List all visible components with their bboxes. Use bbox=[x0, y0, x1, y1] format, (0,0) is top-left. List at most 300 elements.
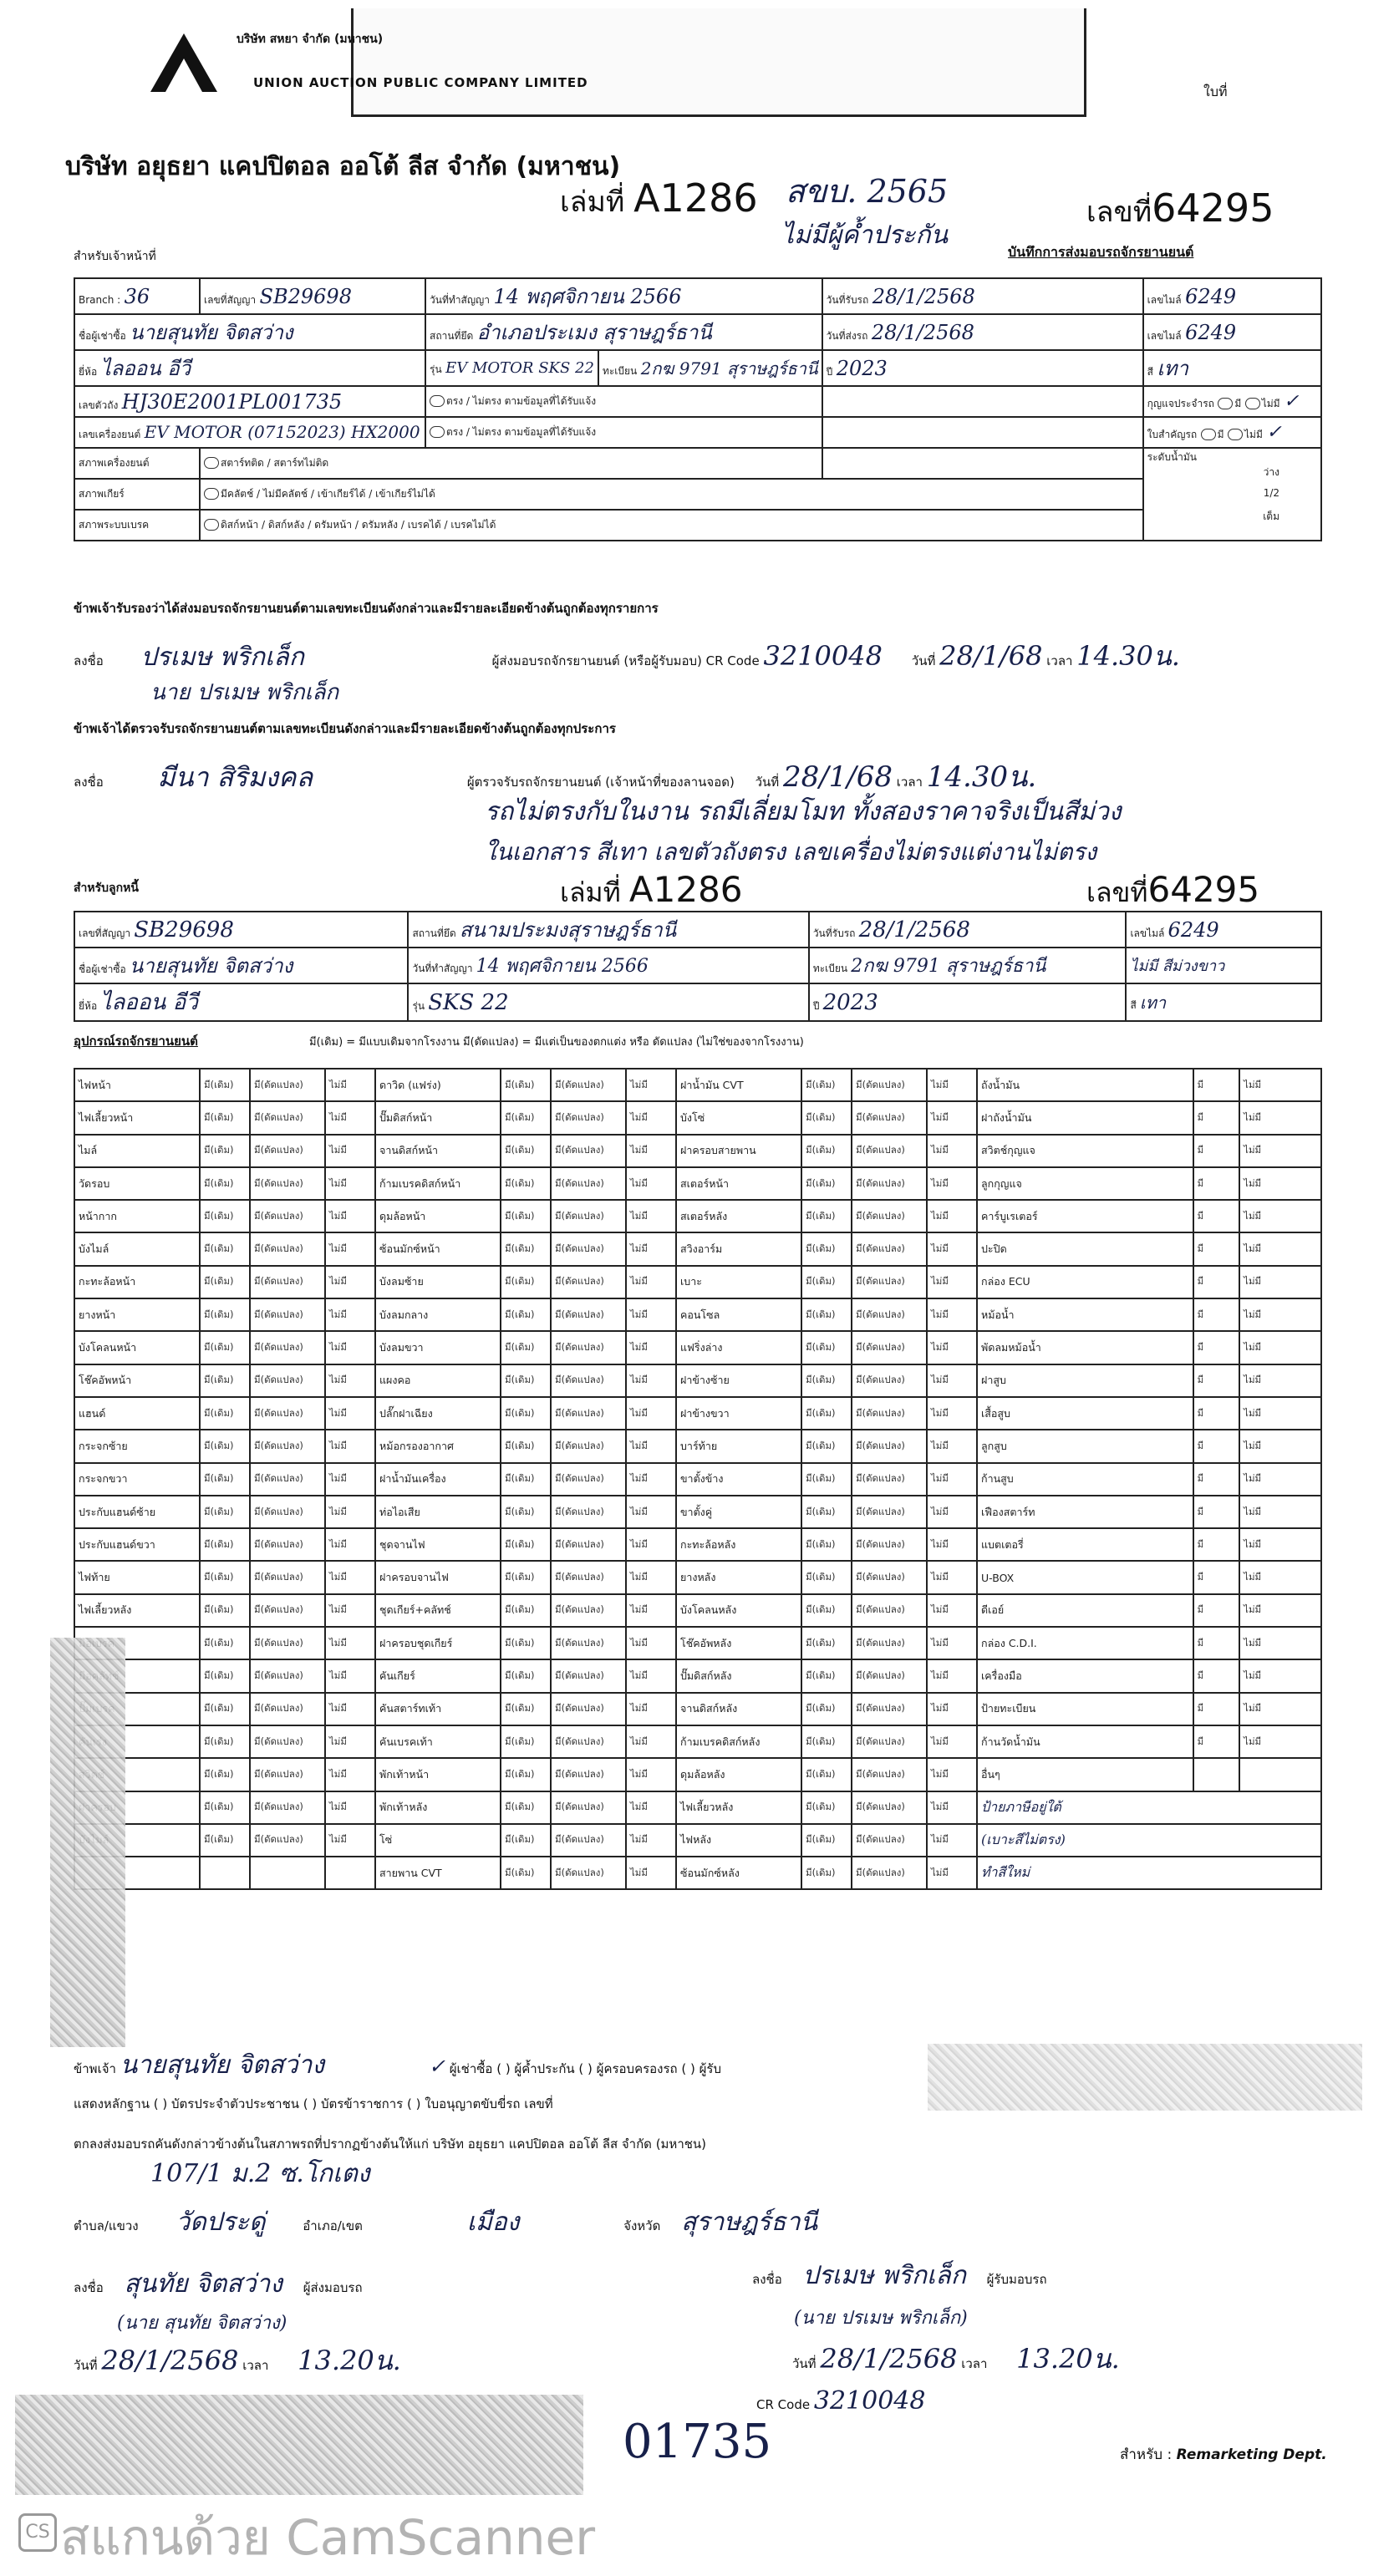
checklist-option-orig[interactable]: มี(เดิม) bbox=[501, 1266, 551, 1298]
checklist-option-orig[interactable]: มี(เดิม) bbox=[501, 1857, 551, 1889]
checklist-option-none[interactable]: ไม่มี bbox=[626, 1659, 676, 1692]
checklist-option-orig[interactable]: มี(เดิม) bbox=[501, 1693, 551, 1725]
checklist-option-orig[interactable]: มี(เดิม) bbox=[801, 1430, 852, 1462]
checklist-row bbox=[74, 1561, 1321, 1593]
checklist-option-mod[interactable]: มี(ดัดแปลง) bbox=[852, 1232, 927, 1265]
checklist-option-orig[interactable]: มี(เดิม) bbox=[200, 1101, 250, 1134]
checklist-option-none[interactable]: ไม่มี bbox=[1239, 1659, 1321, 1692]
checklist-option-mod[interactable]: มี(ดัดแปลง) bbox=[250, 1200, 325, 1232]
checker-signature: มีนา สิริมงคล bbox=[157, 761, 313, 793]
checklist-option-orig[interactable]: มี(เดิม) bbox=[200, 1430, 250, 1462]
checklist-option-none[interactable]: ไม่มี bbox=[927, 1069, 977, 1101]
checklist-option-have[interactable]: มี bbox=[1193, 1659, 1240, 1692]
checklist-option-none[interactable]: ไม่มี bbox=[1239, 1627, 1321, 1659]
checklist-option-have[interactable]: มี bbox=[1193, 1135, 1240, 1167]
checklist-option-mod[interactable]: มี(ดัดแปลง) bbox=[250, 1167, 325, 1200]
checklist-option-none[interactable]: ไม่มี bbox=[626, 1693, 676, 1725]
checklist-option-none[interactable]: ไม่มี bbox=[626, 1135, 676, 1167]
checklist-option-orig[interactable]: มี(เดิม) bbox=[501, 1298, 551, 1331]
checklist-option-none[interactable]: ไม่มี bbox=[927, 1200, 977, 1232]
checklist-option-mod[interactable]: มี(ดัดแปลง) bbox=[852, 1659, 927, 1692]
checklist-item-label: กระจกซ้าย bbox=[74, 1430, 200, 1462]
checklist-option-mod[interactable]: มี(ดัดแปลง) bbox=[551, 1791, 626, 1824]
checklist-option-orig[interactable]: มี(เดิม) bbox=[801, 1266, 852, 1298]
checklist-option-mod[interactable]: มี(ดัดแปลง) bbox=[250, 1594, 325, 1627]
checklist-item-label: แฮนด์ bbox=[74, 1397, 200, 1430]
checklist-option-mod[interactable]: มี(ดัดแปลง) bbox=[250, 1266, 325, 1298]
checklist-option-mod[interactable]: มี(ดัดแปลง) bbox=[250, 1397, 325, 1430]
checklist-option-orig[interactable]: มี(เดิม) bbox=[801, 1594, 852, 1627]
checklist-option-mod[interactable]: มี(ดัดแปลง) bbox=[551, 1824, 626, 1857]
checklist-item-label: กล่อง C.D.I. bbox=[977, 1627, 1193, 1659]
checklist-option-none[interactable]: ไม่มี bbox=[927, 1496, 977, 1528]
checklist-option-have[interactable]: มี bbox=[1193, 1364, 1240, 1397]
checklist-option-orig[interactable]: มี(เดิม) bbox=[801, 1364, 852, 1397]
brake-state: ดิสก์หน้า / ดิสก์หลัง / ดรัมหน้า / ดรัมหลัง / เบรคได้ / เบรคไม่ได้ bbox=[221, 519, 496, 531]
checklist-option-none[interactable]: ไม่มี bbox=[927, 1594, 977, 1627]
checklist-option-orig[interactable]: มี(เดิม) bbox=[801, 1528, 852, 1561]
checklist-option-orig[interactable]: มี(เดิม) bbox=[501, 1561, 551, 1593]
checklist-option-orig[interactable]: มี(เดิม) bbox=[200, 1200, 250, 1232]
checklist-option-have[interactable]: มี bbox=[1193, 1561, 1240, 1593]
checklist-option-none[interactable]: ไม่มี bbox=[927, 1791, 977, 1824]
checklist-option-none[interactable]: ไม่มี bbox=[325, 1824, 375, 1857]
checklist-option-orig[interactable]: มี(เดิม) bbox=[501, 1528, 551, 1561]
checklist-option-have[interactable]: มี bbox=[1193, 1266, 1240, 1298]
checklist-option-none[interactable]: ไม่มี bbox=[325, 1364, 375, 1397]
checklist-option-mod[interactable]: มี(ดัดแปลง) bbox=[250, 1561, 325, 1593]
checklist-option-none[interactable]: ไม่มี bbox=[927, 1266, 977, 1298]
checklist-option-mod[interactable]: มี(ดัดแปลง) bbox=[551, 1232, 626, 1265]
checklist-option-orig[interactable]: มี(เดิม) bbox=[200, 1266, 250, 1298]
checklist-option-none[interactable]: ไม่มี bbox=[325, 1200, 375, 1232]
checklist-option-none[interactable]: ไม่มี bbox=[626, 1364, 676, 1397]
checklist-option-orig[interactable]: มี(เดิม) bbox=[200, 1167, 250, 1200]
checklist-option-orig[interactable]: มี(เดิม) bbox=[501, 1594, 551, 1627]
checklist-option-none[interactable]: ไม่มี bbox=[626, 1331, 676, 1364]
checklist-option-none[interactable]: ไม่มี bbox=[626, 1528, 676, 1561]
checklist-item-label: ไฟเลี้ยวหลัง bbox=[676, 1791, 801, 1824]
checklist-option-orig[interactable]: มี(เดิม) bbox=[801, 1857, 852, 1889]
checklist-option-have[interactable]: มี bbox=[1193, 1200, 1240, 1232]
checklist-option-none[interactable]: ไม่มี bbox=[626, 1430, 676, 1462]
checklist-option-have[interactable]: มี bbox=[1193, 1463, 1240, 1496]
checklist-option-have[interactable]: มี bbox=[1193, 1397, 1240, 1430]
checklist-option-orig[interactable]: มี(เดิม) bbox=[200, 1627, 250, 1659]
checklist-option-none[interactable]: ไม่มี bbox=[626, 1397, 676, 1430]
checklist-option-none[interactable]: ไม่มี bbox=[927, 1167, 977, 1200]
checklist-option-none[interactable]: ไม่มี bbox=[325, 1069, 375, 1101]
checklist-option-orig[interactable]: มี(เดิม) bbox=[200, 1725, 250, 1758]
checklist-option-mod[interactable]: มี(ดัดแปลง) bbox=[852, 1298, 927, 1331]
checklist-option-have[interactable]: มี bbox=[1193, 1069, 1240, 1101]
checklist-option-orig[interactable]: มี(เดิม) bbox=[200, 1594, 250, 1627]
checklist-item-label: เฟืองสตาร์ท bbox=[977, 1496, 1193, 1528]
checklist-option-none[interactable]: ไม่มี bbox=[325, 1496, 375, 1528]
checklist-option-mod[interactable]: มี(ดัดแปลง) bbox=[250, 1364, 325, 1397]
checklist-option-none[interactable]: ไม่มี bbox=[1239, 1528, 1321, 1561]
checklist-option-orig[interactable]: มี(เดิม) bbox=[200, 1659, 250, 1692]
checklist-option-none[interactable]: ไม่มี bbox=[1239, 1069, 1321, 1101]
checklist-option-mod[interactable]: มี(ดัดแปลง) bbox=[250, 1528, 325, 1561]
checklist-option-none[interactable]: ไม่มี bbox=[927, 1463, 977, 1496]
checklist-option-orig[interactable]: มี(เดิม) bbox=[200, 1758, 250, 1791]
checklist-option-none[interactable]: ไม่มี bbox=[626, 1561, 676, 1593]
checklist-option-mod[interactable]: มี(ดัดแปลง) bbox=[551, 1693, 626, 1725]
checklist-option-mod[interactable]: มี(ดัดแปลง) bbox=[250, 1627, 325, 1659]
checklist-option-none[interactable]: ไม่มี bbox=[325, 1135, 375, 1167]
checklist-option-mod[interactable]: มี(ดัดแปลง) bbox=[551, 1857, 626, 1889]
checklist-option-none[interactable]: ไม่มี bbox=[927, 1857, 977, 1889]
checklist-option-orig[interactable]: มี(เดิม) bbox=[200, 1397, 250, 1430]
checklist-option-mod[interactable]: มี(ดัดแปลง) bbox=[852, 1266, 927, 1298]
checklist-option-none[interactable]: ไม่มี bbox=[325, 1430, 375, 1462]
checklist-option-none[interactable]: ไม่มี bbox=[325, 1758, 375, 1791]
checklist-option-none[interactable]: ไม่มี bbox=[1239, 1135, 1321, 1167]
checklist-option-orig[interactable]: มี(เดิม) bbox=[801, 1561, 852, 1593]
checklist-option-none[interactable]: ไม่มี bbox=[626, 1232, 676, 1265]
checklist-option-none[interactable]: ไม่มี bbox=[927, 1430, 977, 1462]
checklist-option-orig[interactable]: มี(เดิม) bbox=[200, 1496, 250, 1528]
checklist-option-orig[interactable]: มี(เดิม) bbox=[801, 1824, 852, 1857]
checklist-option-mod[interactable]: มี(ดัดแปลง) bbox=[852, 1791, 927, 1824]
checklist-option-mod[interactable]: มี(ดัดแปลง) bbox=[852, 1857, 927, 1889]
checklist-option-have[interactable]: มี bbox=[1193, 1627, 1240, 1659]
checklist-option-orig[interactable]: มี(เดิม) bbox=[801, 1135, 852, 1167]
checklist-option-none[interactable]: ไม่มี bbox=[1239, 1331, 1321, 1364]
checklist-option-orig[interactable]: มี(เดิม) bbox=[200, 1528, 250, 1561]
checklist-option-orig[interactable]: มี(เดิม) bbox=[200, 1331, 250, 1364]
checklist-option-none[interactable]: ไม่มี bbox=[1239, 1496, 1321, 1528]
checklist-option-have[interactable]: มี bbox=[1193, 1101, 1240, 1134]
checklist-option-none[interactable]: ไม่มี bbox=[325, 1397, 375, 1430]
checklist-option-orig[interactable]: มี(เดิม) bbox=[200, 1693, 250, 1725]
checklist-option-orig[interactable]: มี(เดิม) bbox=[501, 1167, 551, 1200]
checklist-option-mod[interactable]: มี(ดัดแปลง) bbox=[551, 1364, 626, 1397]
checklist-option-orig[interactable]: มี(เดิม) bbox=[200, 1069, 250, 1101]
checklist-option-orig[interactable]: มี(เดิม) bbox=[501, 1824, 551, 1857]
receiver-print-name: นาย ปรเมษ พริกเล็ก bbox=[150, 680, 339, 705]
checklist-option-orig[interactable]: มี(เดิม) bbox=[801, 1791, 852, 1824]
checklist-option-mod[interactable]: มี(ดัดแปลง) bbox=[551, 1298, 626, 1331]
checklist-option-none[interactable]: ไม่มี bbox=[325, 1331, 375, 1364]
checklist-option-mod[interactable]: มี(ดัดแปลง) bbox=[551, 1627, 626, 1659]
checklist-option-none[interactable]: ไม่มี bbox=[626, 1298, 676, 1331]
checklist-option-none[interactable]: ไม่มี bbox=[927, 1693, 977, 1725]
checklist-option-have[interactable]: มี bbox=[1193, 1693, 1240, 1725]
checklist-option-none[interactable]: ไม่มี bbox=[626, 1824, 676, 1857]
checklist-option-none[interactable] bbox=[1239, 1758, 1321, 1791]
checklist-option-mod[interactable]: มี(ดัดแปลง) bbox=[551, 1528, 626, 1561]
checklist-option-mod[interactable]: มี(ดัดแปลง) bbox=[551, 1167, 626, 1200]
checklist-option-mod[interactable]: มี(ดัดแปลง) bbox=[852, 1824, 927, 1857]
checklist-option-none[interactable]: ไม่มี bbox=[1239, 1463, 1321, 1496]
checklist-option-orig[interactable]: มี(เดิม) bbox=[801, 1232, 852, 1265]
checklist-option-none[interactable]: ไม่มี bbox=[626, 1791, 676, 1824]
checklist-option-none[interactable]: ไม่มี bbox=[325, 1266, 375, 1298]
checklist-option-mod[interactable]: มี(ดัดแปลง) bbox=[852, 1200, 927, 1232]
handwritten-no-guarantor: ไม่มีผู้ค้ำประกัน bbox=[781, 221, 949, 250]
checklist-option-none[interactable]: ไม่มี bbox=[1239, 1266, 1321, 1298]
checklist-option-none[interactable]: ไม่มี bbox=[325, 1659, 375, 1692]
checklist-option-orig[interactable]: มี(เดิม) bbox=[501, 1496, 551, 1528]
checklist-option-orig[interactable]: มี(เดิม) bbox=[501, 1725, 551, 1758]
checklist-option-none[interactable]: ไม่มี bbox=[626, 1167, 676, 1200]
checklist-option-orig[interactable]: มี(เดิม) bbox=[501, 1430, 551, 1462]
checklist-option-none[interactable]: ไม่มี bbox=[927, 1627, 977, 1659]
checklist-option-none[interactable]: ไม่มี bbox=[1239, 1561, 1321, 1593]
checklist-option-orig[interactable]: มี(เดิม) bbox=[801, 1069, 852, 1101]
checklist-option-orig[interactable]: มี(เดิม) bbox=[801, 1693, 852, 1725]
checklist-option-none[interactable]: ไม่มี bbox=[927, 1758, 977, 1791]
checklist-option-orig[interactable]: มี(เดิม) bbox=[200, 1135, 250, 1167]
checklist-option-none[interactable]: ไม่มี bbox=[626, 1758, 676, 1791]
checklist-option-mod[interactable]: มี(ดัดแปลง) bbox=[250, 1430, 325, 1462]
checklist-option-mod[interactable]: มี(ดัดแปลง) bbox=[551, 1101, 626, 1134]
checklist-option-orig[interactable]: มี(เดิม) bbox=[501, 1331, 551, 1364]
checklist-option-none[interactable]: ไม่มี bbox=[325, 1232, 375, 1265]
checklist-option-none[interactable]: ไม่มี bbox=[325, 1298, 375, 1331]
checklist-option-mod[interactable]: มี(ดัดแปลง) bbox=[250, 1101, 325, 1134]
checklist-option-none[interactable]: ไม่มี bbox=[626, 1101, 676, 1134]
checklist-row bbox=[74, 1725, 1321, 1758]
checklist-option-none[interactable]: ไม่มี bbox=[1239, 1364, 1321, 1397]
checklist-option-mod[interactable]: มี(ดัดแปลง) bbox=[250, 1725, 325, 1758]
agreement-text: ตกลงส่งมอบรถคันดังกล่าวข้างต้นในสภาพรถที่ปรากฏข้างต้นให้แก่ บริษัท อยุธยา แคปปิตอล ออโต้ ลีส จำกัด (มหาชน) bbox=[74, 2137, 707, 2152]
checklist-option-mod[interactable]: มี(ดัดแปลง) bbox=[551, 1430, 626, 1462]
checklist-option-mod[interactable]: มี(ดัดแปลง) bbox=[852, 1331, 927, 1364]
checklist-option-orig[interactable]: มี(เดิม) bbox=[801, 1331, 852, 1364]
checklist-option-none[interactable]: ไม่มี bbox=[927, 1364, 977, 1397]
checklist-option-mod[interactable] bbox=[250, 1857, 325, 1889]
checklist-option-orig[interactable]: มี(เดิม) bbox=[501, 1069, 551, 1101]
checklist-option-none[interactable]: ไม่มี bbox=[325, 1528, 375, 1561]
checklist-option-none[interactable]: ไม่มี bbox=[1239, 1430, 1321, 1462]
checklist-option-have[interactable]: มี bbox=[1193, 1528, 1240, 1561]
checklist-option-none[interactable]: ไม่มี bbox=[927, 1561, 977, 1593]
checklist-option-orig[interactable]: มี(เดิม) bbox=[801, 1627, 852, 1659]
checklist-option-orig[interactable]: มี(เดิม) bbox=[501, 1364, 551, 1397]
checklist-item-label: ฝาข้างขวา bbox=[676, 1397, 801, 1430]
letterhead-thai: บริษัท สหยา จำกัด (มหาชน) bbox=[237, 33, 384, 46]
checklist-option-mod[interactable]: มี(ดัดแปลง) bbox=[551, 1331, 626, 1364]
checklist-option-have[interactable]: มี bbox=[1193, 1496, 1240, 1528]
checklist-option-mod[interactable]: มี(ดัดแปลง) bbox=[852, 1758, 927, 1791]
checklist-option-none[interactable]: ไม่มี bbox=[927, 1824, 977, 1857]
checklist-option-none[interactable]: ไม่มี bbox=[927, 1331, 977, 1364]
checklist-option-mod[interactable]: มี(ดัดแปลง) bbox=[852, 1594, 927, 1627]
checklist-option-orig[interactable]: มี(เดิม) bbox=[501, 1627, 551, 1659]
checklist-option-mod[interactable]: มี(ดัดแปลง) bbox=[250, 1135, 325, 1167]
checklist-option-mod[interactable]: มี(ดัดแปลง) bbox=[250, 1824, 325, 1857]
checklist-option-none[interactable]: ไม่มี bbox=[927, 1135, 977, 1167]
checklist-option-none[interactable]: ไม่มี bbox=[1239, 1298, 1321, 1331]
checklist-option-orig[interactable]: มี(เดิม) bbox=[501, 1101, 551, 1134]
checklist-option-mod[interactable]: มี(ดัดแปลง) bbox=[551, 1561, 626, 1593]
checklist-option-mod[interactable]: มี(ดัดแปลง) bbox=[852, 1463, 927, 1496]
checklist-option-none[interactable]: ไม่มี bbox=[927, 1101, 977, 1134]
checklist-row bbox=[74, 1594, 1321, 1627]
checklist-row bbox=[74, 1824, 1321, 1857]
checklist-option-mod[interactable]: มี(ดัดแปลง) bbox=[551, 1725, 626, 1758]
checklist-row bbox=[74, 1101, 1321, 1134]
checklist-option-mod[interactable]: มี(ดัดแปลง) bbox=[852, 1430, 927, 1462]
checklist-option-mod[interactable]: มี(ดัดแปลง) bbox=[250, 1232, 325, 1265]
checklist-option-orig[interactable]: มี(เดิม) bbox=[801, 1659, 852, 1692]
checklist-option-mod[interactable]: มี(ดัดแปลง) bbox=[852, 1397, 927, 1430]
checklist-option-mod[interactable]: มี(ดัดแปลง) bbox=[852, 1496, 927, 1528]
checklist-option-none[interactable]: ไม่มี bbox=[325, 1725, 375, 1758]
checklist-option-none[interactable]: ไม่มี bbox=[927, 1397, 977, 1430]
checklist-option-have[interactable]: มี bbox=[1193, 1298, 1240, 1331]
checklist-option-none[interactable]: ไม่มี bbox=[1239, 1200, 1321, 1232]
checklist-option-orig[interactable]: มี(เดิม) bbox=[501, 1791, 551, 1824]
checklist-option-mod[interactable]: มี(ดัดแปลง) bbox=[551, 1659, 626, 1692]
checklist-option-none[interactable]: ไม่มี bbox=[1239, 1232, 1321, 1265]
checklist-option-mod[interactable]: มี(ดัดแปลง) bbox=[250, 1659, 325, 1692]
checklist-option-mod[interactable]: มี(ดัดแปลง) bbox=[551, 1594, 626, 1627]
checklist-option-none[interactable]: ไม่มี bbox=[626, 1069, 676, 1101]
checklist-option-none[interactable]: ไม่มี bbox=[626, 1200, 676, 1232]
checklist-item-label: ปั๊มดิสก์หลัง bbox=[676, 1659, 801, 1692]
checklist-option-orig[interactable]: มี(เดิม) bbox=[801, 1200, 852, 1232]
checklist-option-mod[interactable]: มี(ดัดแปลง) bbox=[852, 1725, 927, 1758]
checklist-option-none[interactable]: ไม่มี bbox=[927, 1725, 977, 1758]
checklist-option-orig[interactable]: มี(เดิม) bbox=[501, 1135, 551, 1167]
checklist-option-none[interactable]: ไม่มี bbox=[626, 1725, 676, 1758]
checklist-option-none[interactable]: ไม่มี bbox=[927, 1298, 977, 1331]
checklist-option-have[interactable] bbox=[1193, 1758, 1240, 1791]
checklist-option-orig[interactable]: มี(เดิม) bbox=[801, 1496, 852, 1528]
checklist-option-orig[interactable]: มี(เดิม) bbox=[801, 1725, 852, 1758]
checklist-option-none[interactable]: ไม่มี bbox=[1239, 1167, 1321, 1200]
checklist-option-mod[interactable]: มี(ดัดแปลง) bbox=[852, 1627, 927, 1659]
checklist-option-none[interactable]: ไม่มี bbox=[1239, 1725, 1321, 1758]
checklist-option-none[interactable]: ไม่มี bbox=[1239, 1101, 1321, 1134]
checklist-option-none[interactable]: ไม่มี bbox=[1239, 1594, 1321, 1627]
checklist-option-have[interactable]: มี bbox=[1193, 1725, 1240, 1758]
checklist-item-label: ลูกกุญแจ bbox=[977, 1167, 1193, 1200]
checklist-option-orig[interactable]: มี(เดิม) bbox=[200, 1364, 250, 1397]
checklist-option-orig[interactable]: มี(เดิม) bbox=[801, 1101, 852, 1134]
checklist-option-none[interactable]: ไม่มี bbox=[927, 1232, 977, 1265]
checklist-option-mod[interactable]: มี(ดัดแปลง) bbox=[250, 1758, 325, 1791]
checklist-option-none[interactable]: ไม่มี bbox=[1239, 1693, 1321, 1725]
checklist-option-mod[interactable]: มี(ดัดแปลง) bbox=[551, 1200, 626, 1232]
checklist-option-none[interactable]: ไม่มี bbox=[325, 1561, 375, 1593]
checklist-option-orig[interactable]: มี(เดิม) bbox=[200, 1824, 250, 1857]
checklist-option-none[interactable] bbox=[325, 1857, 375, 1889]
checklist-option-mod[interactable]: มี(ดัดแปลง) bbox=[551, 1463, 626, 1496]
checklist-option-mod[interactable]: มี(ดัดแปลง) bbox=[250, 1496, 325, 1528]
checklist-option-orig[interactable]: มี(เดิม) bbox=[200, 1791, 250, 1824]
checklist-option-mod[interactable]: มี(ดัดแปลง) bbox=[250, 1463, 325, 1496]
checklist-option-have[interactable]: มี bbox=[1193, 1430, 1240, 1462]
checklist-option-mod[interactable]: มี(ดัดแปลง) bbox=[551, 1496, 626, 1528]
checklist-option-have[interactable]: มี bbox=[1193, 1232, 1240, 1265]
year-value: 2023 bbox=[836, 356, 888, 380]
checklist-row bbox=[74, 1791, 1321, 1824]
checklist-option-none[interactable]: ไม่มี bbox=[927, 1528, 977, 1561]
checklist-option-none[interactable]: ไม่มี bbox=[325, 1693, 375, 1725]
checklist-option-mod[interactable]: มี(ดัดแปลง) bbox=[852, 1528, 927, 1561]
checklist-option-orig[interactable]: มี(เดิม) bbox=[200, 1463, 250, 1496]
doc-no: 64295 bbox=[1152, 185, 1274, 231]
checklist-item-label: ฝาสูบ bbox=[977, 1364, 1193, 1397]
checklist-option-mod[interactable]: มี(ดัดแปลง) bbox=[250, 1069, 325, 1101]
checklist-option-orig[interactable]: มี(เดิม) bbox=[200, 1232, 250, 1265]
checklist-option-none[interactable]: ไม่มี bbox=[325, 1167, 375, 1200]
checklist-option-mod[interactable]: มี(ดัดแปลง) bbox=[852, 1364, 927, 1397]
checklist-option-orig[interactable]: มี(เดิม) bbox=[501, 1200, 551, 1232]
checklist-option-orig[interactable]: มี(เดิม) bbox=[801, 1758, 852, 1791]
checklist-option-mod[interactable]: มี(ดัดแปลง) bbox=[551, 1397, 626, 1430]
checklist-option-none[interactable]: ไม่มี bbox=[325, 1101, 375, 1134]
checklist-option-orig[interactable]: มี(เดิม) bbox=[501, 1397, 551, 1430]
checklist-option-none[interactable]: ไม่มี bbox=[1239, 1397, 1321, 1430]
checklist-option-mod[interactable]: มี(ดัดแปลง) bbox=[852, 1135, 927, 1167]
checklist-option-mod[interactable]: มี(ดัดแปลง) bbox=[852, 1069, 927, 1101]
checklist-option-orig[interactable]: มี(เดิม) bbox=[801, 1463, 852, 1496]
checklist-option-mod[interactable]: มี(ดัดแปลง) bbox=[551, 1758, 626, 1791]
checklist-option-orig[interactable]: มี(เดิม) bbox=[200, 1561, 250, 1593]
book-label: เล่มที่ bbox=[560, 185, 625, 219]
checklist-option-mod[interactable]: มี(ดัดแปลง) bbox=[852, 1693, 927, 1725]
checklist-option-orig[interactable]: มี(เดิม) bbox=[501, 1232, 551, 1265]
checklist-option-orig[interactable] bbox=[200, 1857, 250, 1889]
checklist-option-orig[interactable]: มี(เดิม) bbox=[200, 1298, 250, 1331]
checklist-option-mod[interactable]: มี(ดัดแปลง) bbox=[852, 1167, 927, 1200]
checklist-option-none[interactable]: ไม่มี bbox=[325, 1463, 375, 1496]
checklist-option-none[interactable]: ไม่มี bbox=[626, 1594, 676, 1627]
checklist-option-none[interactable]: ไม่มี bbox=[626, 1857, 676, 1889]
checklist-option-orig[interactable]: มี(เดิม) bbox=[501, 1758, 551, 1791]
fuel-label: ระดับน้ำมัน bbox=[1147, 451, 1198, 463]
checklist-option-orig[interactable]: มี(เดิม) bbox=[501, 1659, 551, 1692]
checklist-row bbox=[74, 1857, 1321, 1889]
cr-code-row: CR Code 3210048 bbox=[756, 2386, 926, 2416]
checklist-option-mod[interactable]: มี(ดัดแปลง) bbox=[250, 1791, 325, 1824]
checklist-item-label: แบตเตอรี่ bbox=[977, 1528, 1193, 1561]
checklist-option-mod[interactable]: มี(ดัดแปลง) bbox=[551, 1135, 626, 1167]
checklist-option-orig[interactable]: มี(เดิม) bbox=[501, 1463, 551, 1496]
checklist-option-have[interactable]: มี bbox=[1193, 1594, 1240, 1627]
checklist-option-none[interactable]: ไม่มี bbox=[325, 1594, 375, 1627]
checklist-option-mod[interactable]: มี(ดัดแปลง) bbox=[250, 1298, 325, 1331]
checklist-option-mod[interactable]: มี(ดัดแปลง) bbox=[250, 1331, 325, 1364]
checklist-option-none[interactable]: ไม่มี bbox=[325, 1627, 375, 1659]
receiver-cr-code: 3210048 bbox=[763, 640, 883, 672]
checklist-option-none[interactable]: ไม่มี bbox=[927, 1659, 977, 1692]
checklist-option-none[interactable]: ไม่มี bbox=[325, 1791, 375, 1824]
checklist-option-mod[interactable]: มี(ดัดแปลง) bbox=[250, 1693, 325, 1725]
checklist-option-mod[interactable]: มี(ดัดแปลง) bbox=[551, 1069, 626, 1101]
checklist-option-have[interactable]: มี bbox=[1193, 1167, 1240, 1200]
checklist-option-orig[interactable]: มี(เดิม) bbox=[801, 1397, 852, 1430]
checklist-option-none[interactable]: ไม่มี bbox=[626, 1463, 676, 1496]
checklist-option-orig[interactable]: มี(เดิม) bbox=[801, 1167, 852, 1200]
checklist-option-have[interactable]: มี bbox=[1193, 1331, 1240, 1364]
checklist-item-label: ซ้อนมักซ์หน้า bbox=[375, 1232, 501, 1265]
checklist-option-orig[interactable]: มี(เดิม) bbox=[801, 1298, 852, 1331]
checklist-option-mod[interactable]: มี(ดัดแปลง) bbox=[852, 1101, 927, 1134]
checklist-option-mod[interactable]: มี(ดัดแปลง) bbox=[852, 1561, 927, 1593]
checklist-option-mod[interactable]: มี(ดัดแปลง) bbox=[551, 1266, 626, 1298]
checklist-option-none[interactable]: ไม่มี bbox=[626, 1496, 676, 1528]
checklist-option-none[interactable]: ไม่มี bbox=[626, 1627, 676, 1659]
checklist-option-none[interactable]: ไม่มี bbox=[626, 1266, 676, 1298]
letterhead-box bbox=[237, 8, 1086, 117]
